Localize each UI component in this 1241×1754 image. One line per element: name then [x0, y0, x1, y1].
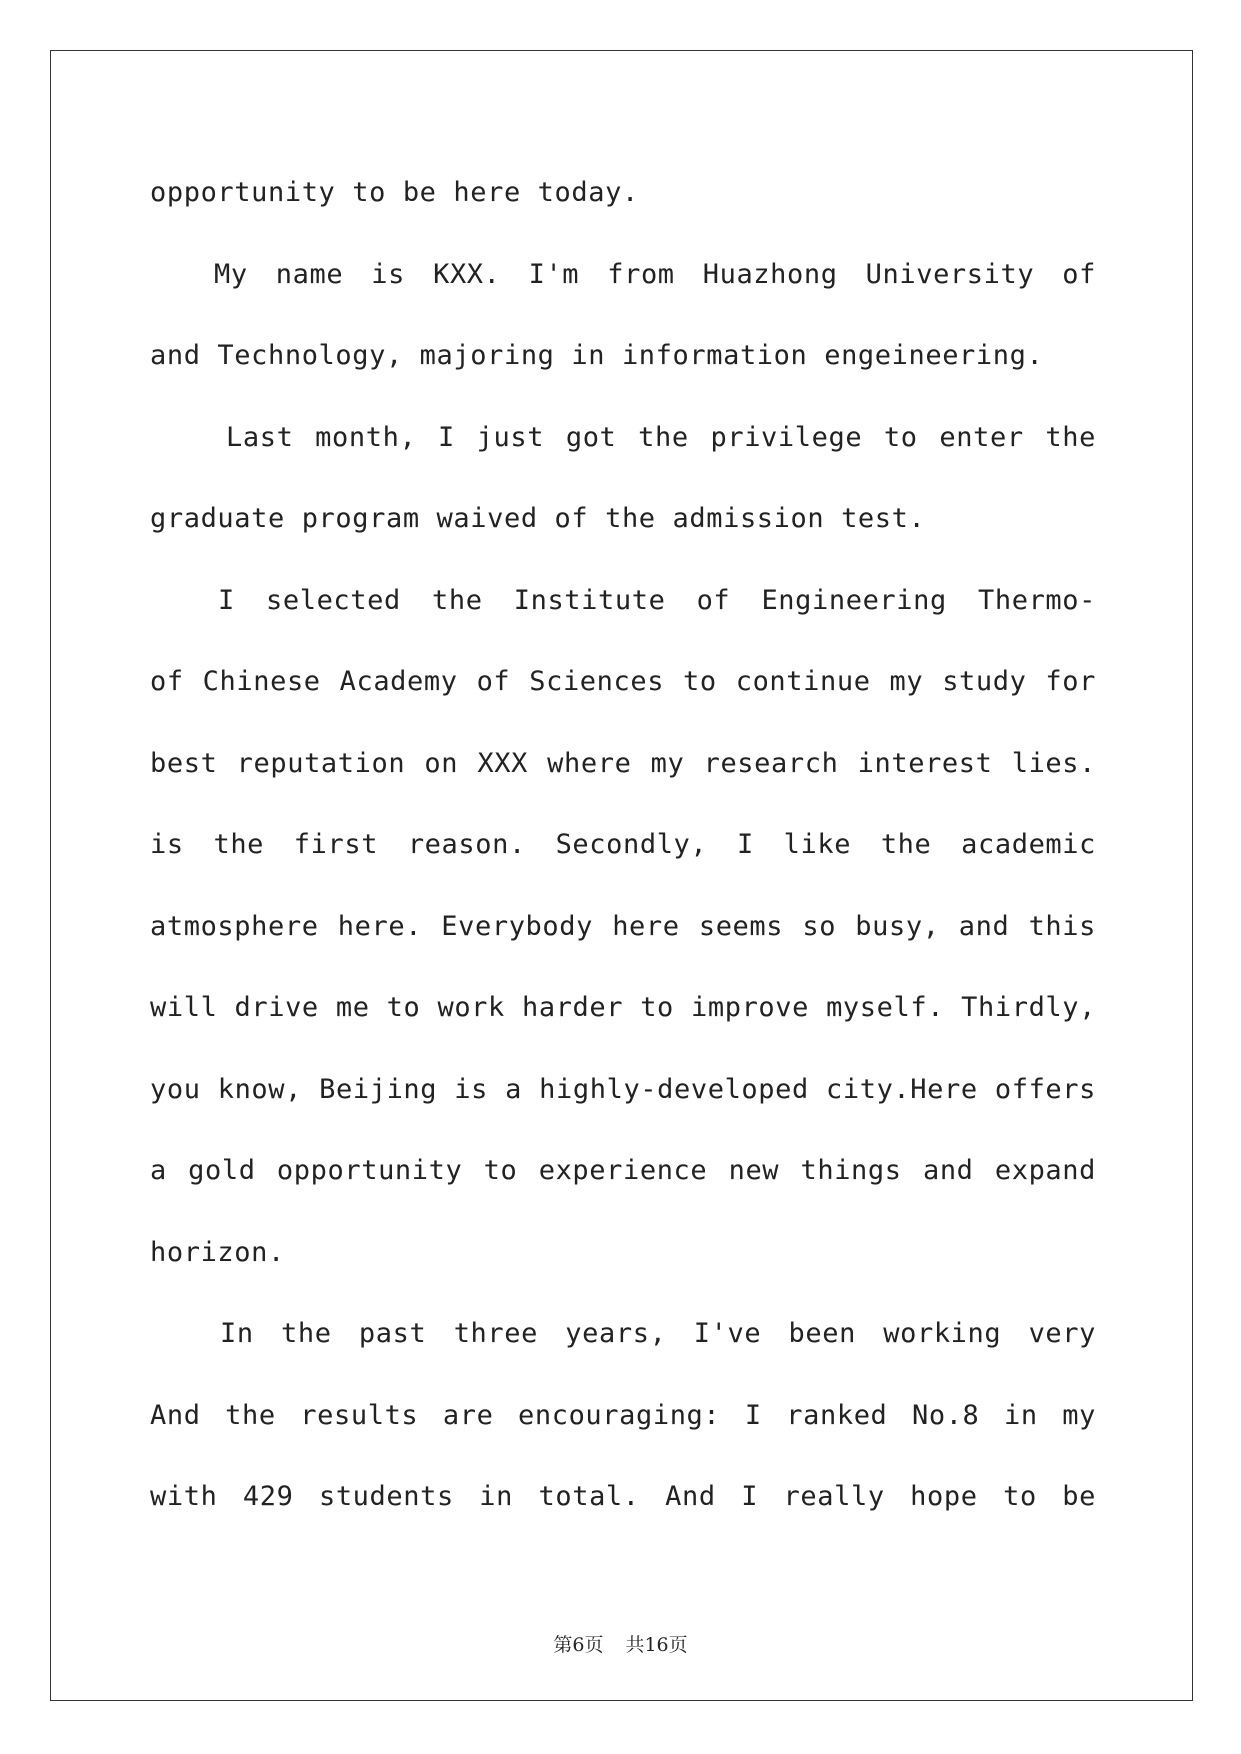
text-line: will drive me to work harder to improve myself. Thirdly, — [150, 992, 1096, 1023]
page-total: 共16页 — [625, 1634, 688, 1656]
text-line: opportunity to be here today. — [150, 177, 639, 208]
text-line: with 429 students in total. And I really hope to be — [150, 1481, 1096, 1512]
text-line: Last month, I just got the privilege to enter the — [226, 421, 1096, 453]
text-line: My name is KXX. I'm from Huazhong University of — [214, 258, 1096, 290]
text-line: I selected the Institute of Engineering Thermo- — [218, 584, 1096, 616]
page-footer — [0, 1630, 1241, 1657]
text-line: and Technology, majoring in information engeineering. — [150, 340, 1044, 371]
document-body — [150, 152, 1096, 1538]
text-line: best reputation on XXX where my research interest lies. — [150, 747, 1096, 779]
text-line: a gold opportunity to experience new things and expand — [150, 1155, 1096, 1186]
text-line: graduate program waived of the admission test. — [150, 503, 926, 534]
text-line: is the first reason. Secondly, I like the academic — [150, 829, 1096, 860]
text-line: of Chinese Academy of Sciences to continue my study for — [150, 666, 1096, 697]
page-number: 第6页 — [553, 1634, 604, 1656]
text-line: you know, Beijing is a highly-developed city.Here offers — [150, 1073, 1096, 1105]
text-line: atmosphere here. Everybody here seems so busy, and this — [150, 910, 1096, 942]
text-line: In the past three years, I've been working very — [220, 1318, 1096, 1349]
text-line: And the results are encouraging: I ranked No.8 in my — [150, 1399, 1096, 1431]
text-line: horizon. — [150, 1236, 285, 1268]
